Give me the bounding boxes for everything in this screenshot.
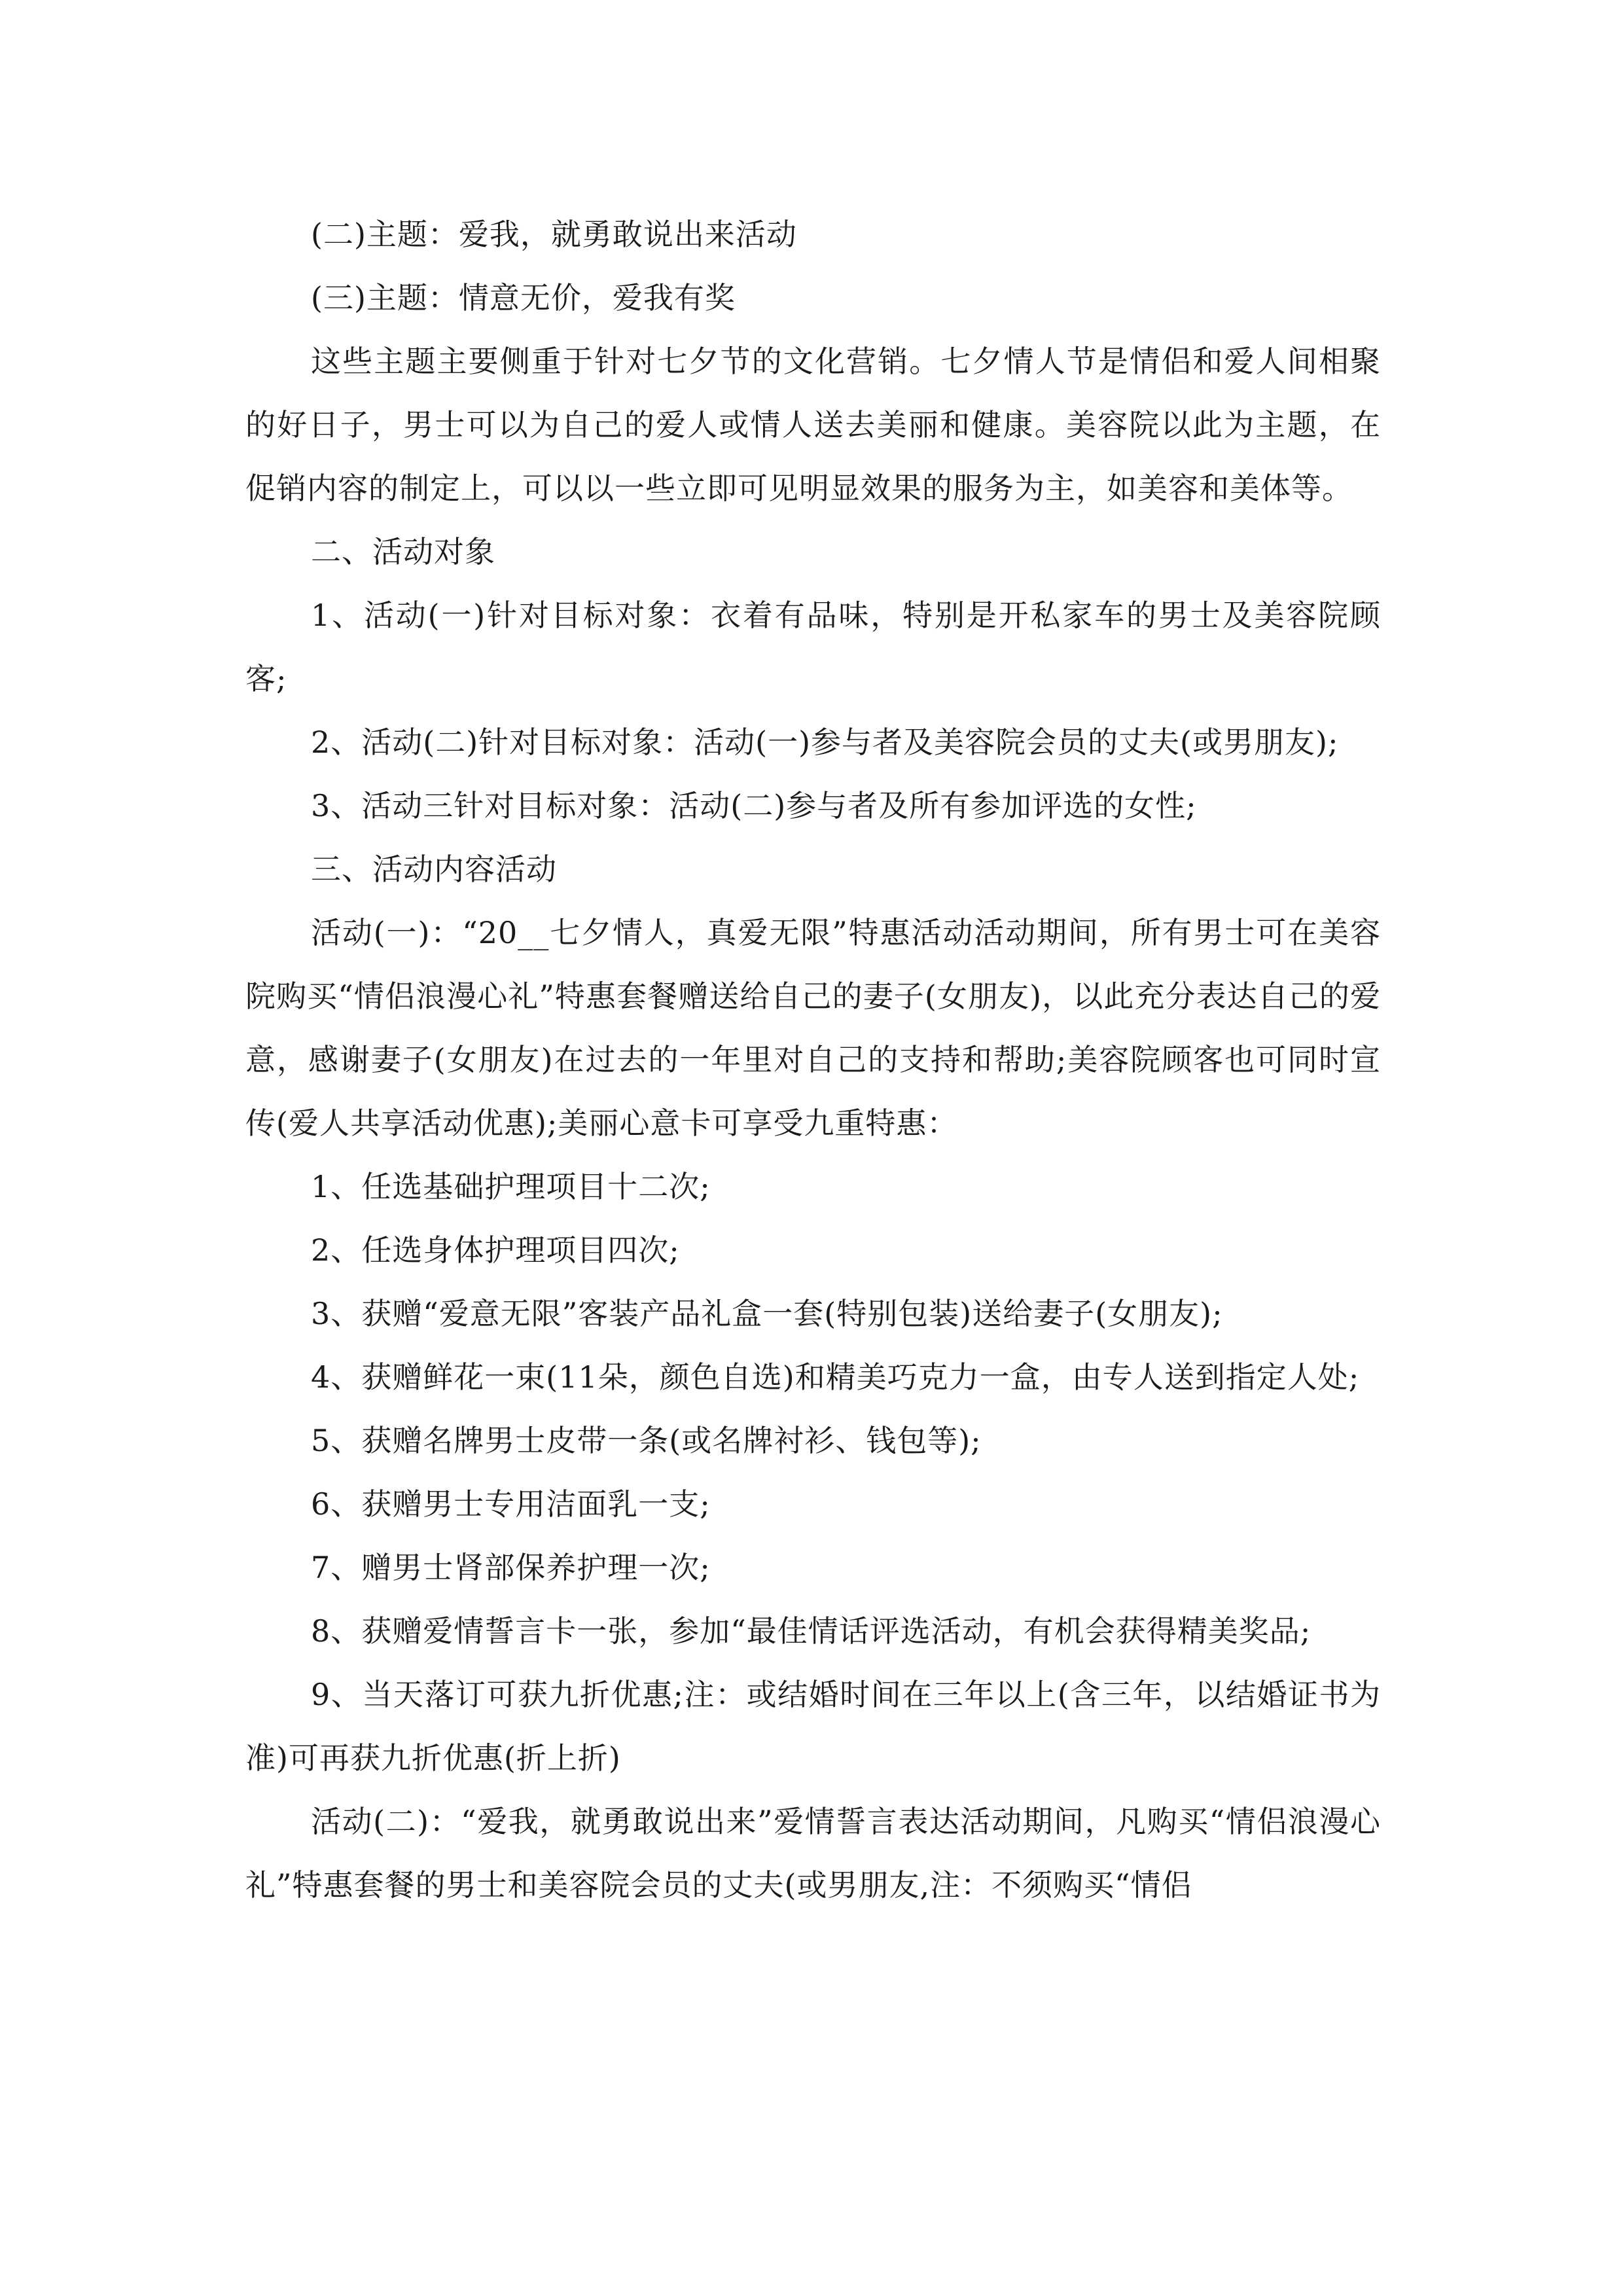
paragraph-theme-3: (三)主题：情意无价，爱我有奖 [311, 280, 736, 315]
paragraph-activity-2: 活动(二)：“爱我，就勇敢说出来”爱情誓言表达活动期间，凡购买“情侣浪漫心礼”特惠套餐的男士和美容院会员的丈夫(或男朋友,注：不须购买“情侣 [245, 1804, 1381, 1903]
paragraph-target-1: 1、活动(一)针对目标对象：衣着有品味，特别是开私家车的男士及美容院顾客; [245, 598, 1381, 696]
paragraph-target-3: 3、活动三针对目标对象：活动(二)参与者及所有参加评选的女性; [311, 788, 1197, 823]
list-item-benefit-6: 6、获赠男士专用洁面乳一支; [311, 1486, 711, 1522]
section-heading-targets: 二、活动对象 [311, 534, 495, 569]
list-item-benefit-7: 7、赠男士肾部保养护理一次; [311, 1550, 711, 1585]
list-item-benefit-1: 1、任选基础护理项目十二次; [311, 1169, 711, 1204]
document-body [245, 203, 1381, 1917]
paragraph-activity-1: 活动(一)：“20__七夕情人，真爱无限”特惠活动活动期间，所有男士可在美容院购买“情侣浪漫心礼”特惠套餐赠送给自己的妻子(女朋友)，以此充分表达自己的爱意，感谢妻子(女朋友)在过去的一年里对自己的支持和帮助;美容院顾客也可同时宣传(爱人共享活动优惠);美丽心意卡可享受九重特惠： [245, 915, 1381, 1141]
section-heading-content: 三、活动内容活动 [311, 852, 557, 887]
list-item-benefit-9: 9、当天落订可获九折优惠;注：或结婚时间在三年以上(含三年，以结婚证书为准)可再获九折优惠(折上折) [245, 1677, 1381, 1776]
paragraph-theme-2: (二)主题：爱我，就勇敢说出来活动 [311, 217, 797, 252]
list-item-benefit-2: 2、任选身体护理项目四次; [311, 1232, 680, 1268]
list-item-benefit-4: 4、获赠鲜花一束(11朵，颜色自选)和精美巧克力一盒，由专人送到指定人处; [311, 1359, 1360, 1395]
paragraph-target-2: 2、活动(二)针对目标对象：活动(一)参与者及美容院会员的丈夫(或男朋友); [311, 725, 1339, 760]
list-item-benefit-8: 8、获赠爱情誓言卡一张，参加“最佳情话评选活动，有机会获得精美奖品; [311, 1613, 1311, 1649]
list-item-benefit-5: 5、获赠名牌男士皮带一条(或名牌衬衫、钱包等); [311, 1423, 982, 1458]
list-item-benefit-3: 3、获赠“爱意无限”客装产品礼盒一套(特别包装)送给妻子(女朋友); [311, 1296, 1223, 1331]
paragraph-theme-description: 这些主题主要侧重于针对七夕节的文化营销。七夕情人节是情侣和爱人间相聚的好日子，男士可以为自己的爱人或情人送去美丽和健康。美容院以此为主题，在促销内容的制定上，可以以一些立即可见明显效果的服务为主，如美容和美体等。 [245, 344, 1381, 506]
